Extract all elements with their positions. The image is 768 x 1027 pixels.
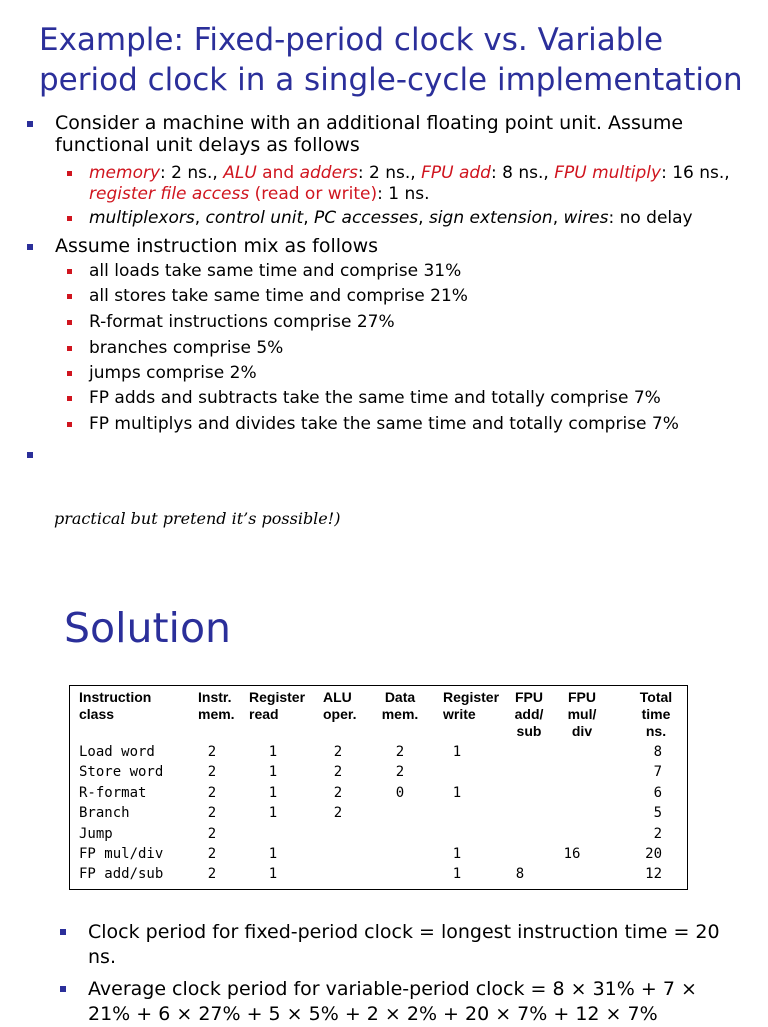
alu-term: ALU <box>223 163 257 183</box>
mix-text: FP adds and subtracts take the same time and totally comprise 7% <box>89 388 661 408</box>
header-alu-oper <box>323 689 356 723</box>
table-cell: 0 <box>395 784 405 801</box>
conclusion-fixed <box>88 920 728 970</box>
header-line: Data <box>384 689 416 705</box>
header-line: add/ <box>514 706 544 722</box>
bullet-square-icon <box>60 986 66 992</box>
mix-item <box>89 388 759 409</box>
mix-item <box>89 414 759 435</box>
memory-value: : 2 ns., <box>160 163 224 183</box>
bullet-text: Consider a machine with an additional floating point unit. Assume functional unit delays as follows <box>55 112 684 156</box>
comma: , <box>552 208 564 228</box>
header-line: class <box>79 706 115 722</box>
solution-title: Solution <box>64 604 232 652</box>
bullet-square-icon <box>67 320 72 325</box>
table-cell: 1 <box>268 784 278 801</box>
regfile-paren: (read or write) <box>249 184 378 204</box>
mix-item <box>89 338 759 359</box>
header-line: sub <box>516 723 542 739</box>
table-cell: 6 <box>653 784 662 801</box>
mix-item <box>89 261 759 282</box>
header-line: Total <box>639 689 673 705</box>
header-line: FPU <box>568 689 596 705</box>
bullet-text: Assume instruction mix as follows <box>55 235 379 257</box>
table-cell: 1 <box>268 805 278 822</box>
table-cell: 2 <box>333 744 343 760</box>
table-cell: 2 <box>207 825 217 842</box>
conclusion-variable <box>88 977 728 1027</box>
table-cell: 5 <box>653 805 662 822</box>
bullet-machine <box>55 112 745 156</box>
table-cell: 1 <box>268 764 278 781</box>
table-cell: 2 <box>207 866 217 883</box>
header-line: read <box>249 706 279 722</box>
bullet-mix <box>55 235 745 257</box>
adders-term: adders <box>299 163 358 183</box>
bullet-square-icon <box>67 371 72 376</box>
header-line: Register <box>443 689 500 705</box>
delay-table <box>69 685 688 890</box>
fpu-add-value: : 8 ns., <box>490 163 555 183</box>
table-cell: 8 <box>653 744 662 760</box>
conclusion-text: Average clock period for variable-period clock = 8 × 31% + 7 × 21% + 6 × 27% + 5 × 5% + 2 × 2% + 20 × 7% + 12 × 7% <box>88 978 697 1025</box>
row-class-cell: Branch <box>79 805 130 822</box>
pc-term: PC accesses <box>314 208 419 228</box>
sign-term: sign extension <box>428 208 553 228</box>
header-line: mem. <box>381 706 419 722</box>
table-cell: 2 <box>207 764 217 781</box>
table-cell: 1 <box>268 744 278 760</box>
header-line: time <box>641 706 671 722</box>
table-cell: 2 <box>207 805 217 822</box>
header-line: write <box>443 706 476 722</box>
memory-term: memory <box>89 163 161 183</box>
row-class-cell: FP mul/div <box>79 846 164 862</box>
bullet-square-icon <box>67 422 72 427</box>
fpu-add-term: FPU add <box>421 163 491 183</box>
header-line: FPU <box>515 689 543 705</box>
table-cell: 2 <box>207 846 217 862</box>
comma: , <box>418 208 429 228</box>
comma: , <box>303 208 315 228</box>
regfile-term: register file access <box>89 184 250 204</box>
bullet-square-icon <box>67 346 72 351</box>
mix-text: FP multiplys and divides take the same time and totally comprise 7% <box>89 414 679 434</box>
header-line: ALU <box>323 689 352 705</box>
header-line: Instruction <box>79 689 152 705</box>
wires-term: wires <box>563 208 609 228</box>
bullet-square-icon <box>27 244 33 250</box>
bullet-delays-2 <box>89 208 759 229</box>
header-line: Register <box>249 689 306 705</box>
mix-item <box>89 312 759 333</box>
table-cell: 2 <box>395 764 405 781</box>
row-class-cell: Store word <box>79 764 164 781</box>
mix-text: all stores take same time and comprise 21% <box>89 286 468 306</box>
fpu-mul-value: : 16 ns., <box>661 163 730 183</box>
bullet-delays-1 <box>89 163 759 205</box>
bullet-square-icon <box>67 171 72 176</box>
table-cell: 1 <box>268 866 278 883</box>
bullet-square-icon <box>67 269 72 274</box>
header-line: div <box>571 723 593 739</box>
table-cell: 1 <box>452 846 462 862</box>
control-term: control unit <box>205 208 304 228</box>
row-class-cell: FP add/sub <box>79 866 164 883</box>
regfile-value: : 1 ns. <box>377 184 430 204</box>
bullet-square-icon <box>27 452 33 458</box>
comma: , <box>194 208 206 228</box>
table-cell: 16 <box>563 846 581 862</box>
mix-text: all loads take same time and comprise 31% <box>89 261 462 281</box>
header-instr-mem <box>198 689 235 723</box>
note-text: practical but pretend it’s possible!) <box>54 509 341 528</box>
header-total-time <box>636 689 676 740</box>
row-class-cell: R-format <box>79 784 147 801</box>
header-line: oper. <box>323 706 357 722</box>
table-cell: 2 <box>333 764 343 781</box>
table-cell: 2 <box>395 744 405 760</box>
table-cell: 1 <box>452 866 462 883</box>
slide-title: Example: Fixed-period clock vs. Variable period clock in a single-cycle implementation <box>39 22 743 98</box>
bullet-square-icon <box>67 294 72 299</box>
bullet-square-icon <box>67 216 72 221</box>
table-cell: 12 <box>645 866 662 883</box>
header-line: mem. <box>198 706 235 722</box>
header-line: mul/ <box>567 706 597 722</box>
and-text: and <box>256 163 300 183</box>
bullet-square-icon <box>27 121 33 127</box>
mix-text: branches comprise 5% <box>89 338 284 358</box>
adders-value: : 2 ns., <box>357 163 422 183</box>
mix-item <box>89 363 759 384</box>
table-cell: 7 <box>653 764 662 781</box>
conclusion-text: Clock period for fixed-period clock = longest instruction time = 20 ns. <box>88 921 720 968</box>
header-fpu-mul <box>564 689 600 740</box>
table-cell: 1 <box>452 784 462 801</box>
table-cell: 1 <box>268 846 278 862</box>
header-fpu-add <box>513 689 545 740</box>
table-cell: 2 <box>207 744 217 760</box>
row-class-cell: Jump <box>79 825 113 842</box>
fpu-mul-term: FPU multiply <box>554 163 662 183</box>
mix-text: R-format instructions comprise 27% <box>89 312 395 332</box>
table-cell: 2 <box>653 825 662 842</box>
table-cell: 2 <box>333 805 343 822</box>
header-register-read <box>249 689 305 723</box>
no-delay-value: : no delay <box>608 208 693 228</box>
header-line: ns. <box>645 723 667 739</box>
bullet-square-icon <box>67 396 72 401</box>
table-cell: 8 <box>515 866 525 883</box>
mix-text: jumps comprise 2% <box>89 363 257 383</box>
mux-term: multiplexors <box>89 208 195 228</box>
row-class-cell: Load word <box>79 744 155 760</box>
mix-item <box>89 286 759 307</box>
header-register-write <box>443 689 499 723</box>
header-instruction-class <box>79 689 151 723</box>
table-cell: 20 <box>645 846 662 862</box>
header-data-mem <box>379 689 421 723</box>
table-cell: 1 <box>452 744 462 760</box>
table-cell: 2 <box>207 784 217 801</box>
bullet-square-icon <box>60 929 66 935</box>
header-line: Instr. <box>198 689 232 705</box>
table-cell: 2 <box>333 784 343 801</box>
